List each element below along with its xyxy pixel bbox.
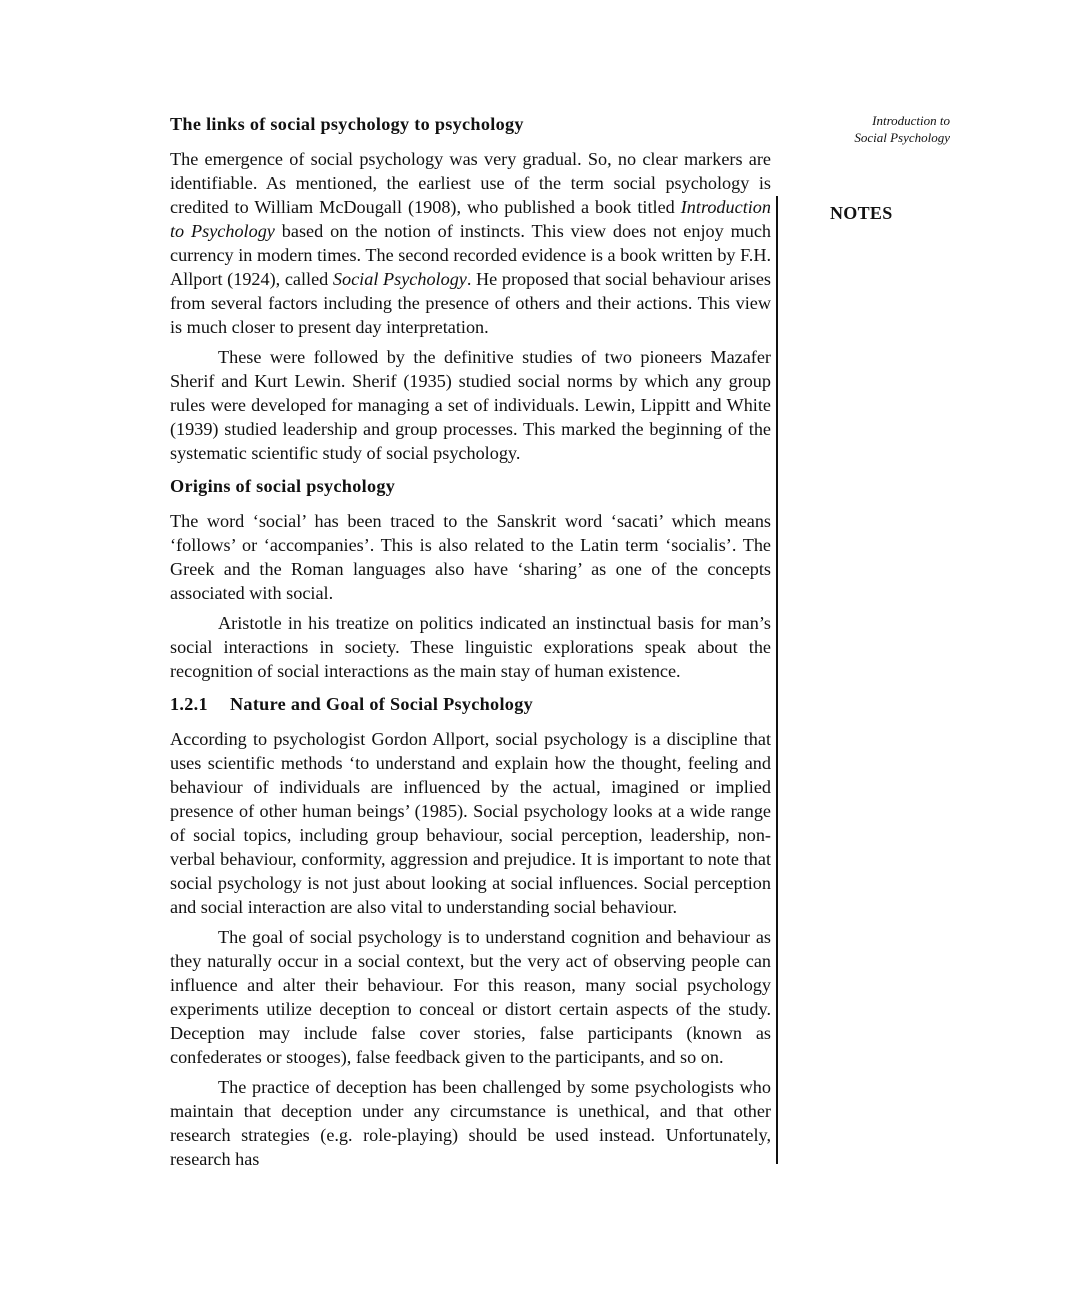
heading-links: The links of social psychology to psychology bbox=[170, 114, 524, 134]
margin-divider-line bbox=[776, 196, 778, 1164]
book-title-social-psychology: Social Psychology bbox=[332, 269, 467, 289]
running-header bbox=[810, 112, 950, 146]
paragraph-links-1 bbox=[170, 147, 771, 339]
notes-label: NOTES bbox=[830, 203, 893, 223]
running-header-line1: Introduction to bbox=[872, 113, 950, 128]
paragraph-links-1-part-a: The emergence of social psychology was very gradual. So, no clear markers are identifiable. As mentioned, the earliest use of the term social psychology is credited to William McDougall (1908), who published a book titled bbox=[170, 149, 771, 217]
paragraph-origins-1: The word ‘social’ has been traced to the Sanskrit word ‘sacati’ which means ‘follows’ or ‘accompanies’. This is also related to the Latin term ‘socialis’. The Greek and the Roman languages also have ‘sharing’ as one of the concepts associated with social. bbox=[170, 511, 771, 603]
paragraph-nature-3: The practice of deception has been challenged by some psychologists who maintain that deception under any circumstance is unethical, and that other research strategies (e.g. role-playing) should be used instead. Unfortunately, research has bbox=[170, 1077, 771, 1169]
book-title-introduction-to-psychology: Introduction to Psychology bbox=[170, 197, 771, 241]
paragraph-origins-2: Aristotle in his treatize on politics indicated an instinctual basis for man’s social interactions in society. These linguistic explorations speak about the recognition of social interactions as the main stay of human existence. bbox=[170, 613, 771, 681]
main-text-column bbox=[170, 112, 771, 1177]
section-number: 1.2.1 bbox=[170, 694, 208, 714]
paragraph-links-1-part-c: . He proposed that social behaviour arises from several factors including the presence of others and their actions. This view is much closer to present day interpretation. bbox=[170, 269, 771, 337]
paragraph-links-1-part-b: based on the notion of instincts. This view does not enjoy much currency in modern times. The second recorded evidence is a book written by F.H. Allport (1924), called bbox=[170, 221, 772, 289]
paragraph-nature-2: The goal of social psychology is to understand cognition and behaviour as they naturally occur in a social context, but the very act of observing people can influence and alter their behaviour. For this reason, many social psychology experiments utilize deception to conceal or distort certain aspects of the study. Deception may include false cover stories, false participants (known as confederates or stooges), false feedback given to the participants, and so on. bbox=[170, 927, 771, 1067]
paragraph-links-2: These were followed by the definitive studies of two pioneers Mazafer Sherif and Kurt Lewin. Sherif (1935) studied social norms by which any group rules were developed for managing a set of individuals. Lewin, Lippitt and White (1939) studied leadership and group processes. This marked the beginning of the systematic scientific study of social psychology. bbox=[170, 347, 771, 463]
section-title: Nature and Goal of Social Psychology bbox=[230, 694, 533, 714]
running-header-line2: Social Psychology bbox=[854, 130, 950, 145]
heading-nature-goal bbox=[170, 692, 771, 716]
paragraph-nature-1: According to psychologist Gordon Allport, social psychology is a discipline that uses scientific methods ‘to understand and explain how the thought, feeling and behaviour of individuals are influenced by the actual, imagined or implied presence of other human beings’ (1985). Social psychology looks at a wide range of social topics, including group behaviour, social perception, leadership, non-verbal behaviour, conformity, aggression and prejudice. It is important to note that social psychology is not just about looking at social influences. Social perception and social interaction are also vital to understanding social behaviour. bbox=[170, 729, 771, 917]
heading-origins: Origins of social psychology bbox=[170, 476, 396, 496]
